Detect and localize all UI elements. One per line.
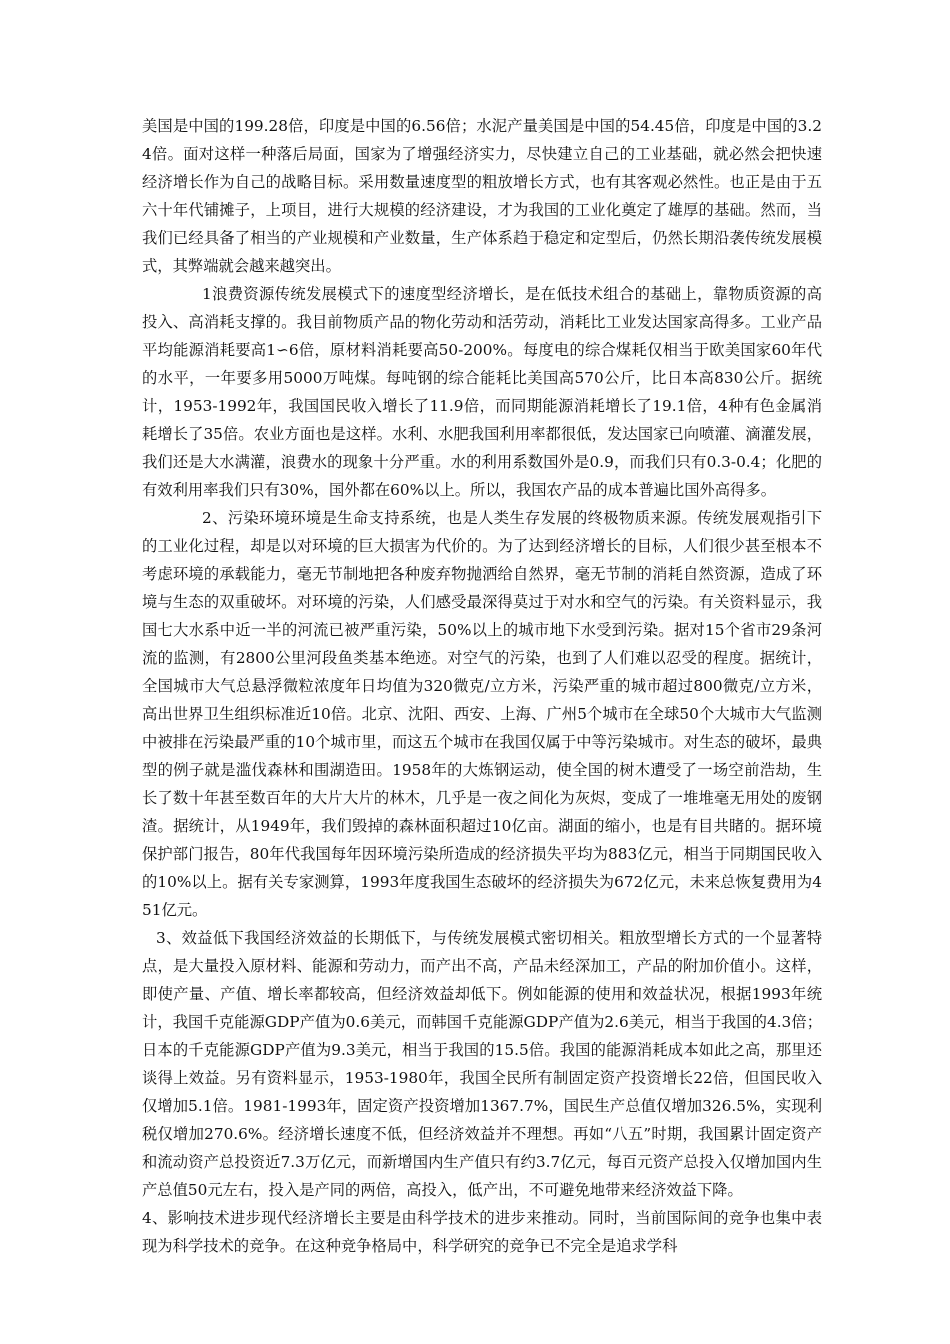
document-body (142, 112, 822, 1260)
paragraph-pollution: 2、污染环境环境是生命支持系统，也是人类生存发展的终极物质来源。传统发展观指引下的工业化过程，却是以对环境的巨大损害为代价的。为了达到经济增长的目标，人们很少甚至根本不考虑环境的承载能力，毫无节制地把各种废弃物抛洒给自然界，毫无节制的消耗自然资源，造成了环境与生态的双重破坏。对环境的污染，人们感受最深得莫过于对水和空气的污染。有关资料显示，我国七大水系中近一半的河流已被严重污染，50%以上的城市地下水受到污染。据对15个省市29条河流的监测，有2800公里河段鱼类基本绝迹。对空气的污染，也到了人们难以忍受的程度。据统计，全国城市大气总悬浮微粒浓度年日均值为320微克/立方米，污染严重的城市超过800微克/立方米，高出世界卫生组织标准近10倍。北京、沈阳、西安、上海、广州5个城市在全球50个大城市大气监测中被排在污染最严重的10个城市里，而这五个城市在我国仅属于中等污染城市。对生态的破坏，最典型的例子就是滥伐森林和围湖造田。1958年的大炼钢运动，使全国的树木遭受了一场空前浩劫，生长了数十年甚至数百年的大片大片的林木，几乎是一夜之间化为灰烬，变成了一堆堆毫无用处的废钢渣。据统计，从1949年，我们毁掉的森林面积超过10亿亩。湖面的缩小，也是有目共睹的。据环境保护部门报告，80年代我国每年因环境污染所造成的经济损失平均为883亿元，相当于同期国民收入的10%以上。据有关专家测算，1993年度我国生态破坏的经济损失为672亿元，未来总恢复费用为451亿元。 (142, 509, 822, 919)
paragraph-resource-waste: 1浪费资源传统发展模式下的速度型经济增长，是在低技术组合的基础上，靠物质资源的高投入、高消耗支撑的。我目前物质产品的物化劳动和活劳动，消耗比工业发达国家高得多。工业产品平均能源消耗要高1∽6倍，原材料消耗要高50-200%。每度电的综合煤耗仅相当于欧美国家60年代的水平，一年要多用5000万吨煤。每吨钢的综合能耗比美国高570公斤，比日本高830公斤。据统计，1953-1992年，我国国民收入增长了11.9倍，而同期能源消耗增长了19.1倍，4种有色金属消耗增长了35倍。农业方面也是这样。水利、水肥我国利用率都很低，发达国家已向喷灌、滴灌发展，我们还是大水满灌，浪费水的现象十分严重。水的利用系数国外是0.9，而我们只有0.3-0.4；化肥的有效利用率我们只有30%，国外都在60%以上。所以，我国农产品的成本普遍比国外高得多。 (142, 285, 822, 499)
paragraph-efficiency: 3、效益低下我国经济效益的长期低下，与传统发展模式密切相关。粗放型增长方式的一个显著特点，是大量投入原材料、能源和劳动力，而产出不高，产品未经深加工，产品的附加价值小。这样，即使产量、产值、增长率都较高，但经济效益却低下。例如能源的使用和效益状况，根据1993年统计，我国千克能源GDP产值为0.6美元，而韩国千克能源GDP产值为2.6美元，相当于我国的4.3倍；日本的千克能源GDP产值为9.3美元，相当于我国的15.5倍。我国的能源消耗成本如此之高，那里还谈得上效益。另有资料显示，1953-1980年，我国全民所有制固定资产投资增长22倍，但国民收入仅增加5.1倍。1981-1993年，固定资产投资增加1367.7%，国民生产总值仅增加326.5%，实现利税仅增加270.6%。经济增长速度不低，但经济效益并不理想。再如“八五”时期，我国累计固定资产和流动资产总投资近7.3万亿元，而新增国内生产值只有约3.7亿元，每百元资产总投入仅增加国内生产总值50元左右，投入是产同的两倍，高投入，低产出，不可避免地带来经济效益下降。 (142, 929, 822, 1199)
paragraph-intro: 美国是中国的199.28倍，印度是中国的6.56倍；水泥产量美国是中国的54.45倍，印度是中国的3.24倍。面对这样一种落后局面，国家为了增强经济实力，尽快建立自己的工业基础，就必然会把快速经济增长作为自己的战略目标。采用数量速度型的粗放增长方式，也有其客观必然性。也正是由于五六十年代铺摊子，上项目，进行大规模的经济建设，才为我国的工业化奠定了雄厚的基础。然而，当我们已经具备了相当的产业规模和产业数量，生产体系趋于稳定和定型后，仍然长期沿袭传统发展模式，其弊端就会越来越突出。 (142, 117, 822, 275)
paragraph-tech-progress: 4、影响技术进步现代经济增长主要是由科学技术的进步来推动。同时，当前国际间的竞争也集中表现为科学技术的竞争。在这种竞争格局中，科学研究的竞争已不完全是追求学科 (142, 1209, 822, 1255)
